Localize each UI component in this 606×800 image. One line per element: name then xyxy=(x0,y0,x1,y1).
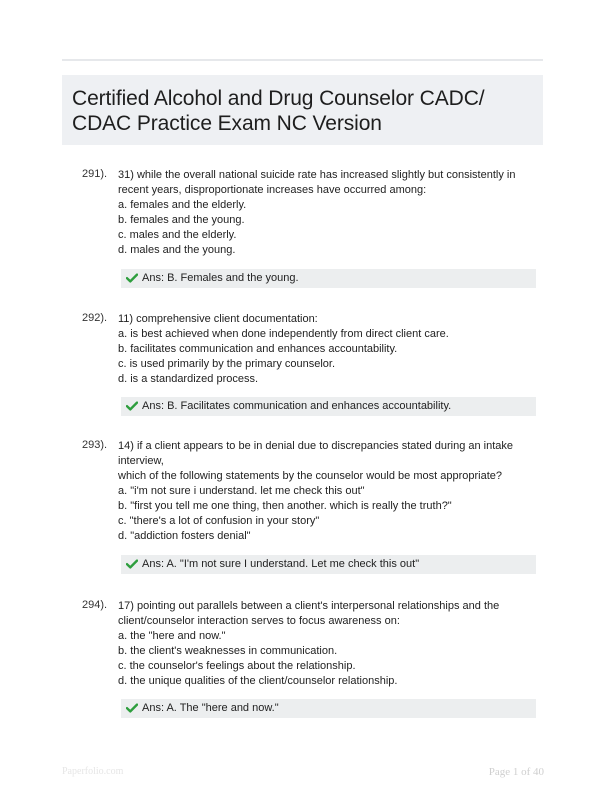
option-b: b. the client's weaknesses in communication. xyxy=(118,645,338,657)
option-b: b. "first you tell me one thing, then another. which is really the truth?" xyxy=(118,500,452,512)
question-line: recent years, disproportionate increases have occurred among: xyxy=(118,184,427,196)
question-number: 293). xyxy=(82,439,108,451)
check-icon xyxy=(126,559,140,569)
option-d: d. males and the young. xyxy=(118,244,236,256)
footer-watermark: Paperfolio.com xyxy=(62,766,124,777)
question-text xyxy=(118,312,538,387)
question-line: 11) comprehensive client documentation: xyxy=(118,313,318,325)
answer-box xyxy=(121,555,536,574)
question-text xyxy=(118,168,538,258)
page-title-line-2: CDAC Practice Exam NC Version xyxy=(72,112,382,135)
question-line: 17) pointing out parallels between a client's interpersonal relationships and the xyxy=(118,600,500,612)
answer-text: Ans: A. The "here and now." xyxy=(142,702,279,714)
question-number: 292). xyxy=(82,312,108,324)
answer-text: Ans: A. "I'm not sure I understand. Let me check this out" xyxy=(142,558,420,570)
answer-box xyxy=(121,397,536,416)
check-icon xyxy=(126,703,140,713)
question-line: client/counselor interaction serves to focus awareness on: xyxy=(118,615,400,627)
option-a: a. the "here and now." xyxy=(118,630,226,642)
option-d: d. "addiction fosters denial" xyxy=(118,530,251,542)
option-a: a. is best achieved when done independently from direct client care. xyxy=(118,328,449,340)
option-d: d. the unique qualities of the client/counselor relationship. xyxy=(118,675,398,687)
option-c: c. "there's a lot of confusion in your story" xyxy=(118,515,320,527)
check-icon xyxy=(126,401,140,411)
question-line: 31) while the overall national suicide rate has increased slightly but consistently in xyxy=(118,169,516,181)
question-line: which of the following statements by the counselor would be most appropriate? xyxy=(118,470,502,482)
page-number: Page 1 of 40 xyxy=(488,766,544,778)
answer-box xyxy=(121,269,536,288)
option-b: b. facilitates communication and enhances accountability. xyxy=(118,343,398,355)
option-a: a. females and the elderly. xyxy=(118,199,247,211)
question-text xyxy=(118,439,538,544)
check-icon xyxy=(126,273,140,283)
question-line: interview, xyxy=(118,455,164,467)
option-a: a. "i'm not sure i understand. let me check this out" xyxy=(118,485,365,497)
answer-box xyxy=(121,699,536,718)
question-line: 14) if a client appears to be in denial due to discrepancies stated during an intake xyxy=(118,440,514,452)
answer-text: Ans: B. Facilitates communication and enhances accountability. xyxy=(142,400,452,412)
answer-text: Ans: B. Females and the young. xyxy=(142,272,299,284)
question-text xyxy=(118,599,538,689)
option-b: b. females and the young. xyxy=(118,214,245,226)
option-c: c. males and the elderly. xyxy=(118,229,237,241)
question-number: 291). xyxy=(82,168,108,180)
option-c: c. the counselor's feelings about the relationship. xyxy=(118,660,356,672)
page-title-line-1: Certified Alcohol and Drug Counselor CADC/ xyxy=(72,87,485,110)
top-divider xyxy=(62,59,543,61)
option-c: c. is used primarily by the primary counselor. xyxy=(118,358,336,370)
document-title-box xyxy=(62,75,543,145)
question-number: 294). xyxy=(82,599,108,611)
option-d: d. is a standardized process. xyxy=(118,373,259,385)
